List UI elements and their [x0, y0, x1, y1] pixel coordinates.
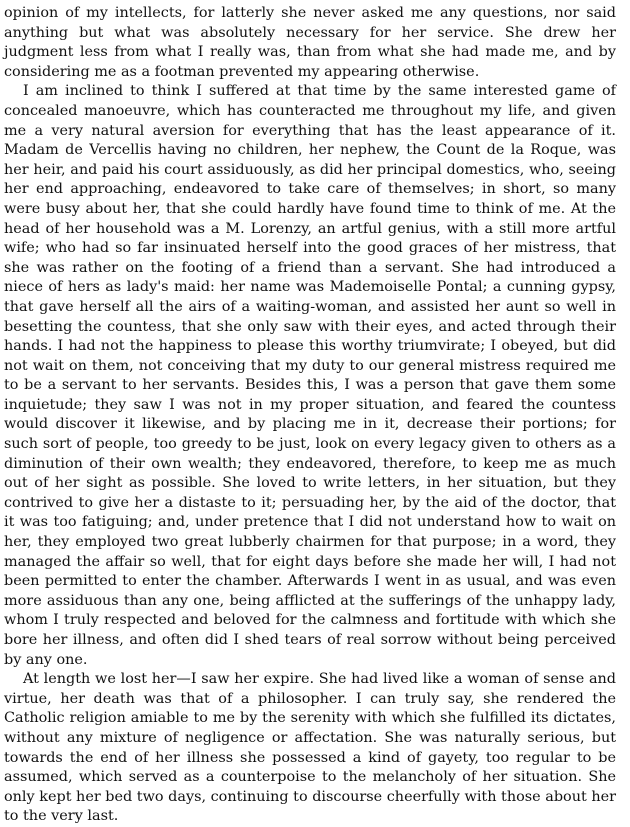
paragraph-2: I am inclined to think I suffered at that time by the same interested game of concealed manoeuvre, which has counteracted me throughout my life, and given me a very natural aversion for everything that has the least appearance of it. Madam de Vercellis having no children, her nephew, the Count de la Roque, was her heir, and paid his court assiduously, as did her principal domestics, who, seeing her end approaching, endeavored to take care of themselves; in short, so many were busy about her, that she could hardly have found time to think of me. At the head of her household was a M. Lorenzy, an artful genius, with a still more artful wife; who had so far insinuated herself into the good graces of her mistress, that she was rather on the footing of a friend than a servant. She had introduced a niece of hers as lady's maid: her name was Mademoiselle Pontal; a cunning gypsy, that gave herself all the airs of a waiting-woman, and assisted her aunt so well in besetting the countess, that she only saw with their eyes, and acted through their hands. I had not the happiness to please this worthy triumvirate; I obeyed, but did not wait on them, not conceiving that my duty to our general mistress required me to be a servant to her servants. Besides this, I was a person that gave them some inquietude; they saw I was not in my proper situation, and feared the countess would discover it likewise, and by placing me in it, decrease their portions; for such sort of people, too greedy to be just, look on every legacy given to others as a diminution of their own wealth; they endeavored, therefore, to keep me as much out of her sight as possible. She loved to write letters, in her situation, but they contrived to give her a distaste to it; persuading her, by the aid of the doctor, that it was too fatiguing; and, under pretence that I did not understand how to wait on her, they employed two great lubberly chairmen for that purpose; in a word, they managed the affair so well, that for eight days before she made her will, I had not been permitted to enter the chamber. Afterwards I went in as usual, and was even more assiduous than any one, being afflicted at the sufferings of the unhappy lady, whom I truly respected and beloved for the calmness and fortitude with which she bore her illness, and often did I shed tears of real sorrow without being perceived by any one. [4, 83, 616, 668]
paragraph-3: At length we lost her—I saw her expire. She had lived like a woman of sense and virtue, her death was that of a philosopher. I can truly say, she rendered the Catholic religion amiable to me by the serenity with which she fulfilled its dictates, without any mixture of negligence or affectation. She was naturally serious, but towards the end of her illness she possessed a kind of gayety, too regular to be assumed, which served as a counterpoise to the melancholy of her situation. She only kept her bed two days, continuing to discourse cheerfully with those about her to the very last. [4, 671, 616, 825]
paragraph-1: opinion of my intellects, for latterly she never asked me any questions, nor said anything but what was absolutely necessary for her service. She drew her judgment less from what I really was, than from what she had made me, and by considering me as a footman prevented my appearing otherwise. [4, 5, 616, 80]
